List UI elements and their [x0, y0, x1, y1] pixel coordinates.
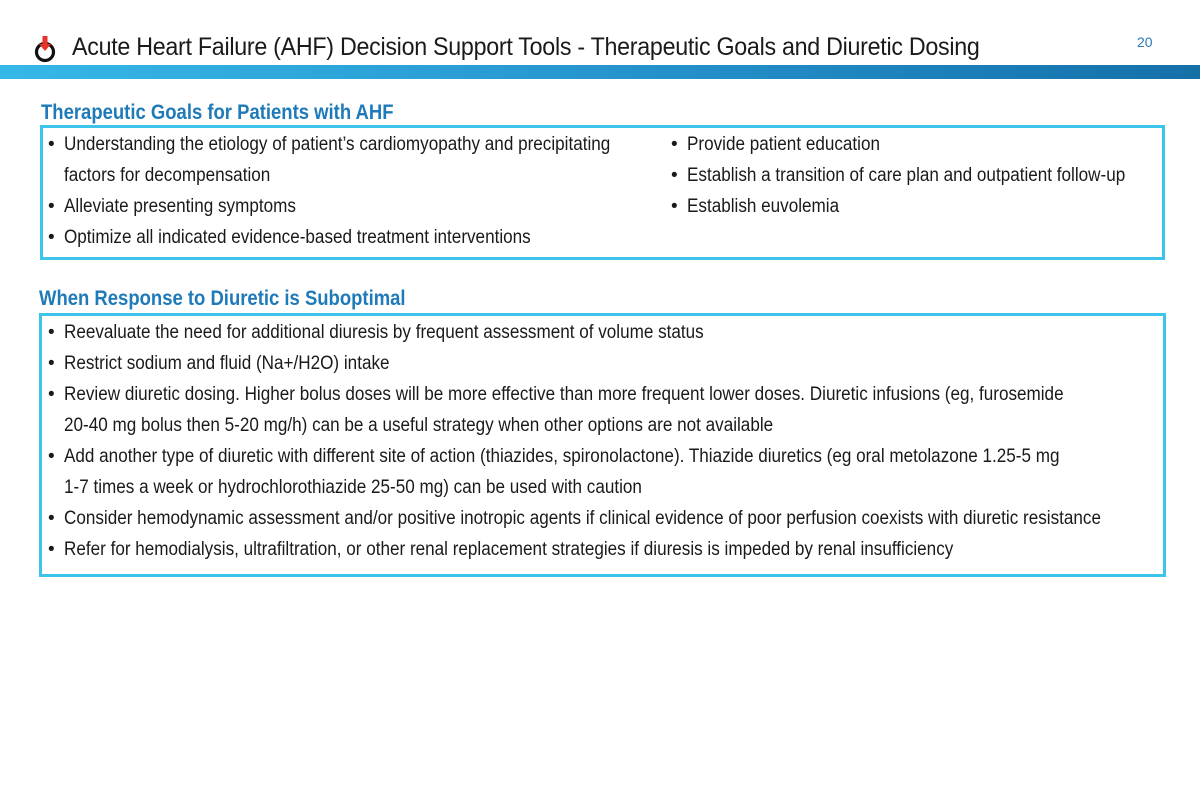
list-item — [665, 160, 1174, 191]
item-text: Establish a transition of care plan and outpatient follow-up — [687, 165, 1126, 186]
list-item — [42, 317, 1200, 348]
suboptimal-list — [42, 317, 1200, 565]
item-text: Consider hemodynamic assessment and/or positive inotropic agents if clinical evidence of poor perfusion coexists with diuretic resistance — [64, 508, 1101, 529]
list-item — [42, 191, 671, 222]
list-item — [42, 129, 671, 191]
heart-drop-logo-icon — [32, 34, 58, 64]
page-title: Acute Heart Failure (AHF) Decision Support Tools - Therapeutic Goals and Diuretic Dosing — [72, 33, 980, 61]
goals-right-list — [665, 129, 1174, 222]
item-text: Add another type of diuretic with different site of action (thiazides, spironolactone). Thiazide diuretics (eg oral metolazone 1.25-5 mg — [64, 446, 1060, 467]
item-text: Alleviate presenting symptoms — [64, 196, 296, 217]
bullet: • — [48, 134, 55, 155]
goals-left-list — [42, 129, 671, 253]
item-text: Provide patient education — [687, 134, 880, 155]
bullet: • — [671, 165, 678, 186]
list-item — [42, 534, 1200, 565]
item-text-cont: factors for decompensation — [64, 165, 271, 186]
goals-section-title: Therapeutic Goals for Patients with AHF — [41, 101, 394, 124]
bullet: • — [671, 134, 678, 155]
list-item — [665, 129, 1174, 160]
item-text: Establish euvolemia — [687, 196, 840, 217]
bullet: • — [48, 353, 55, 374]
bullet: • — [48, 227, 55, 248]
bullet: • — [48, 446, 55, 467]
bullet: • — [48, 539, 55, 560]
list-item — [42, 348, 1200, 379]
list-item — [42, 503, 1200, 534]
bullet: • — [671, 196, 678, 217]
item-text: Understanding the etiology of patient’s cardiomyopathy and precipitating — [64, 134, 611, 155]
list-item — [665, 191, 1174, 222]
item-text-cont: 1-7 times a week or hydrochlorothiazide 25-50 mg) can be used with caution — [64, 477, 642, 498]
bullet: • — [48, 196, 55, 217]
suboptimal-section-title: When Response to Diuretic is Suboptimal — [39, 287, 406, 310]
item-text: Optimize all indicated evidence-based treatment interventions — [64, 227, 531, 248]
item-text: Reevaluate the need for additional diuresis by frequent assessment of volume status — [64, 322, 704, 343]
list-item — [42, 379, 1200, 441]
bullet: • — [48, 322, 55, 343]
header-bar — [0, 65, 1200, 79]
item-text: Review diuretic dosing. Higher bolus doses will be more effective than more frequent lower doses. Diuretic infusions (eg, furosemide — [64, 384, 1064, 405]
item-text: Restrict sodium and fluid (Na+/H2O) intake — [64, 353, 390, 374]
bullet: • — [48, 384, 55, 405]
list-item — [42, 441, 1200, 503]
bullet: • — [48, 508, 55, 529]
page-number: 20 — [1137, 34, 1153, 50]
item-text: Refer for hemodialysis, ultrafiltration, or other renal replacement strategies if diuresis is impeded by renal insufficiency — [64, 539, 954, 560]
list-item — [42, 222, 671, 253]
item-text-cont: 20-40 mg bolus then 5-20 mg/h) can be a useful strategy when other options are not available — [64, 415, 774, 436]
